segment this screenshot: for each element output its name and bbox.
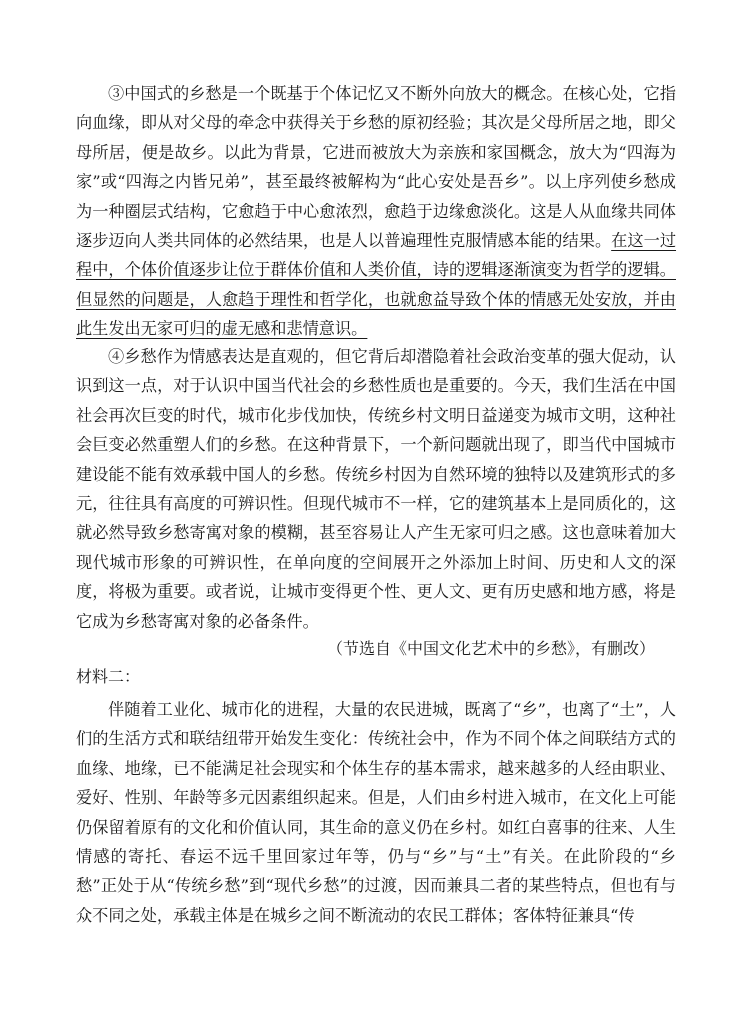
paragraph-3-underlined-text: 在这一过程中，个体价值逐步让位于群体价值和人类价值，诗的逻辑逐渐演变为哲学的逻辑。但显然的问题是，人愈趋于理性和哲学化，也就愈益导致个体的情感无处安放，并由此生发出无家可归的虚无感和悲情意识。: [76, 231, 677, 339]
paragraph-3-text: ③中国式的乡愁是一个既基于个体记忆又不断外向放大的概念。在核心处，它指向血缘，即从对父母的牵念中获得关于乡愁的原初经验；其次是父母所居之地，即父母所居，便是故乡。以此为背景，它进而被放大为亲族和家国概念，放大为“四海为家”或“四海之内皆兄弟”，甚至最终被解构为“此心安处是吾乡”。以上序列使乡愁成为一种圈层式结构，它愈趋于中心愈浓烈，愈趋于边缘愈淡化。这是人从血缘共同体逐步迈向人类共同体的必然结果，也是人以普遍理性克服情感本能的结果。: [76, 84, 676, 251]
material-2-paragraph: [76, 695, 676, 930]
paragraph-3: [76, 79, 676, 344]
material-2-label: 材料二：: [76, 667, 141, 686]
paragraph-4: [76, 342, 676, 636]
material-2-paragraph-text: 伴随着工业化、城市化的进程，大量的农民进城，既离了“乡”，也离了“土”，人们的生活方式和联结纽带开始发生变化：传统社会中，作为不同个体之间联结方式的血缘、地缘，已不能满足社会现实和个体生存的基本需求，越来越多的人经由职业、爱好、性别、年龄等多元因素组织起来。但是，人们由乡村进入城市，在文化上可能仍保留着原有的文化和价值认同，其生命的意义仍在乡村。如红白喜事的往来、人生情感的寄托、春运不远千里回家过年等，仍与“乡”与“土”有关。在此阶段的“乡愁”正处于从“传统乡愁”到“现代乡愁”的过渡，因而兼具二者的某些特点，但也有与众不同之处，承载主体是在城乡之间不断流动的农民工群体；客体特征兼具“传: [76, 700, 676, 925]
paragraph-4-text: ④乡愁作为情感表达是直观的，但它背后却潜隐着社会政治变革的强大促动，认识到这一点，对于认识中国当代社会的乡愁性质也是重要的。今天，我们生活在中国社会再次巨变的时代，城市化步伐加快，传统乡村文明日益递变为城市文明，这种社会巨变必然重塑人们的乡愁。在这种背景下，一个新问题就出现了，即当代中国城市建设能不能有效承载中国人的乡愁。传统乡村因为自然环境的独特以及建筑形式的多元，往往具有高度的可辨识性。但现代城市不一样，它的建筑基本上是同质化的，这就必然导致乡愁寄寓对象的模糊，甚至容易让人产生无家可归之感。这也意味着加大现代城市形象的可辨识性，在单向度的空间展开之外添加上时间、历史和人文的深度，将极为重要。或者说，让城市变得更个性、更人文、更有历史感和地方感，将是它成为乡愁寄寓对象的必备条件。: [76, 347, 676, 631]
source-citation: （节选自《中国文化艺术中的乡愁》，有删改）: [326, 639, 655, 658]
